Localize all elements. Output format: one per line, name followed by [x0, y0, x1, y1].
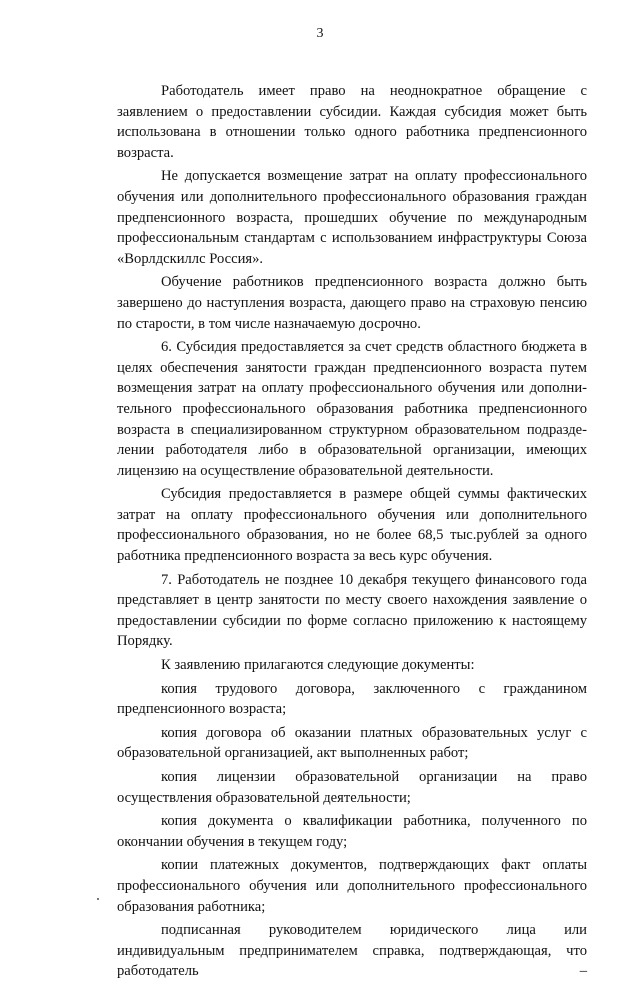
list-item-qualification-document: копия документа о квалификации работника, полученного по окончании обучения в текущем году;	[117, 813, 587, 850]
list-item-employment-contract: копия трудового договора, заключенного с гражданином предпенсионного возраста;	[117, 680, 587, 718]
paragraph-section-6: 6. Субсидия предоставляется за счет средств областного бюджета в целях обеспечения занятости граждан предпенсионного возраста путем возмещения затрат на оплату профессионального обучения или дополнительного профессионального образования работника предпенсионного возраста в специализированном структурном образовательном подразделении работодателя либо в образовательной организации, имеющих лицензию на осуществление образовательной деятельности.	[117, 339, 587, 479]
document-body	[117, 81, 587, 985]
paragraph-repeat-application: Работодатель имеет право на неоднократное обращение с заявлением о предоставлении субсидии. Каждая субсидия может быть использована в отношении только одного работника предпенсионного возраста.	[117, 83, 587, 161]
list-item-license-copy: копия лицензии образовательной организации на право осуществления образовательной деятельности;	[117, 769, 587, 806]
list-item-payment-documents: копии платежных документов, подтверждающих факт оплаты профессионального обучения или дополнительного профессионального образования работника;	[117, 857, 587, 915]
scan-speck	[97, 898, 99, 900]
paragraph-documents-intro: К заявлению прилагаются следующие документы:	[161, 657, 475, 674]
paragraph-worldskills-exclusion: Не допускается возмещение затрат на оплату профессионального обучения или дополнительного профессионального образования граждан предпенсионного возраста, прошедших обучение по международным профессиональным стандартам с использованием инфраструктуры Союза «Ворлдскиллс Россия».	[117, 168, 587, 267]
paragraph-training-deadline: Обучение работников предпенсионного возраста должно быть завершено до наступления возраста, дающего право на страховую пенсию по старости, в том числе назначаемую досрочно.	[117, 274, 587, 332]
list-item-education-contract: копия договора об оказании платных образовательных услуг с образовательной организацией, акт выполненных работ;	[117, 724, 587, 762]
paragraph-subsidy-amount: Субсидия предоставляется в размере общей суммы фактических затрат на оплату профессионального обучения или дополнительного профессионального образования, но не более 68,5 тыс.рублей за одного работника предпенсионного возраста за весь курс обучения.	[117, 486, 587, 565]
page-number: 3	[316, 26, 324, 41]
list-item-employer-certificate: подписанная руководителем юридического лица или индивидуальным предпринимателем справка, подтверждающая, что работодатель –	[117, 922, 587, 980]
paragraph-section-7: 7. Работодатель не позднее 10 декабря текущего финансового года представляет в центр занятости по месту своего нахождения заявление о предоставлении субсидии по форме согласно приложению к настоящему Порядку.	[117, 571, 587, 650]
